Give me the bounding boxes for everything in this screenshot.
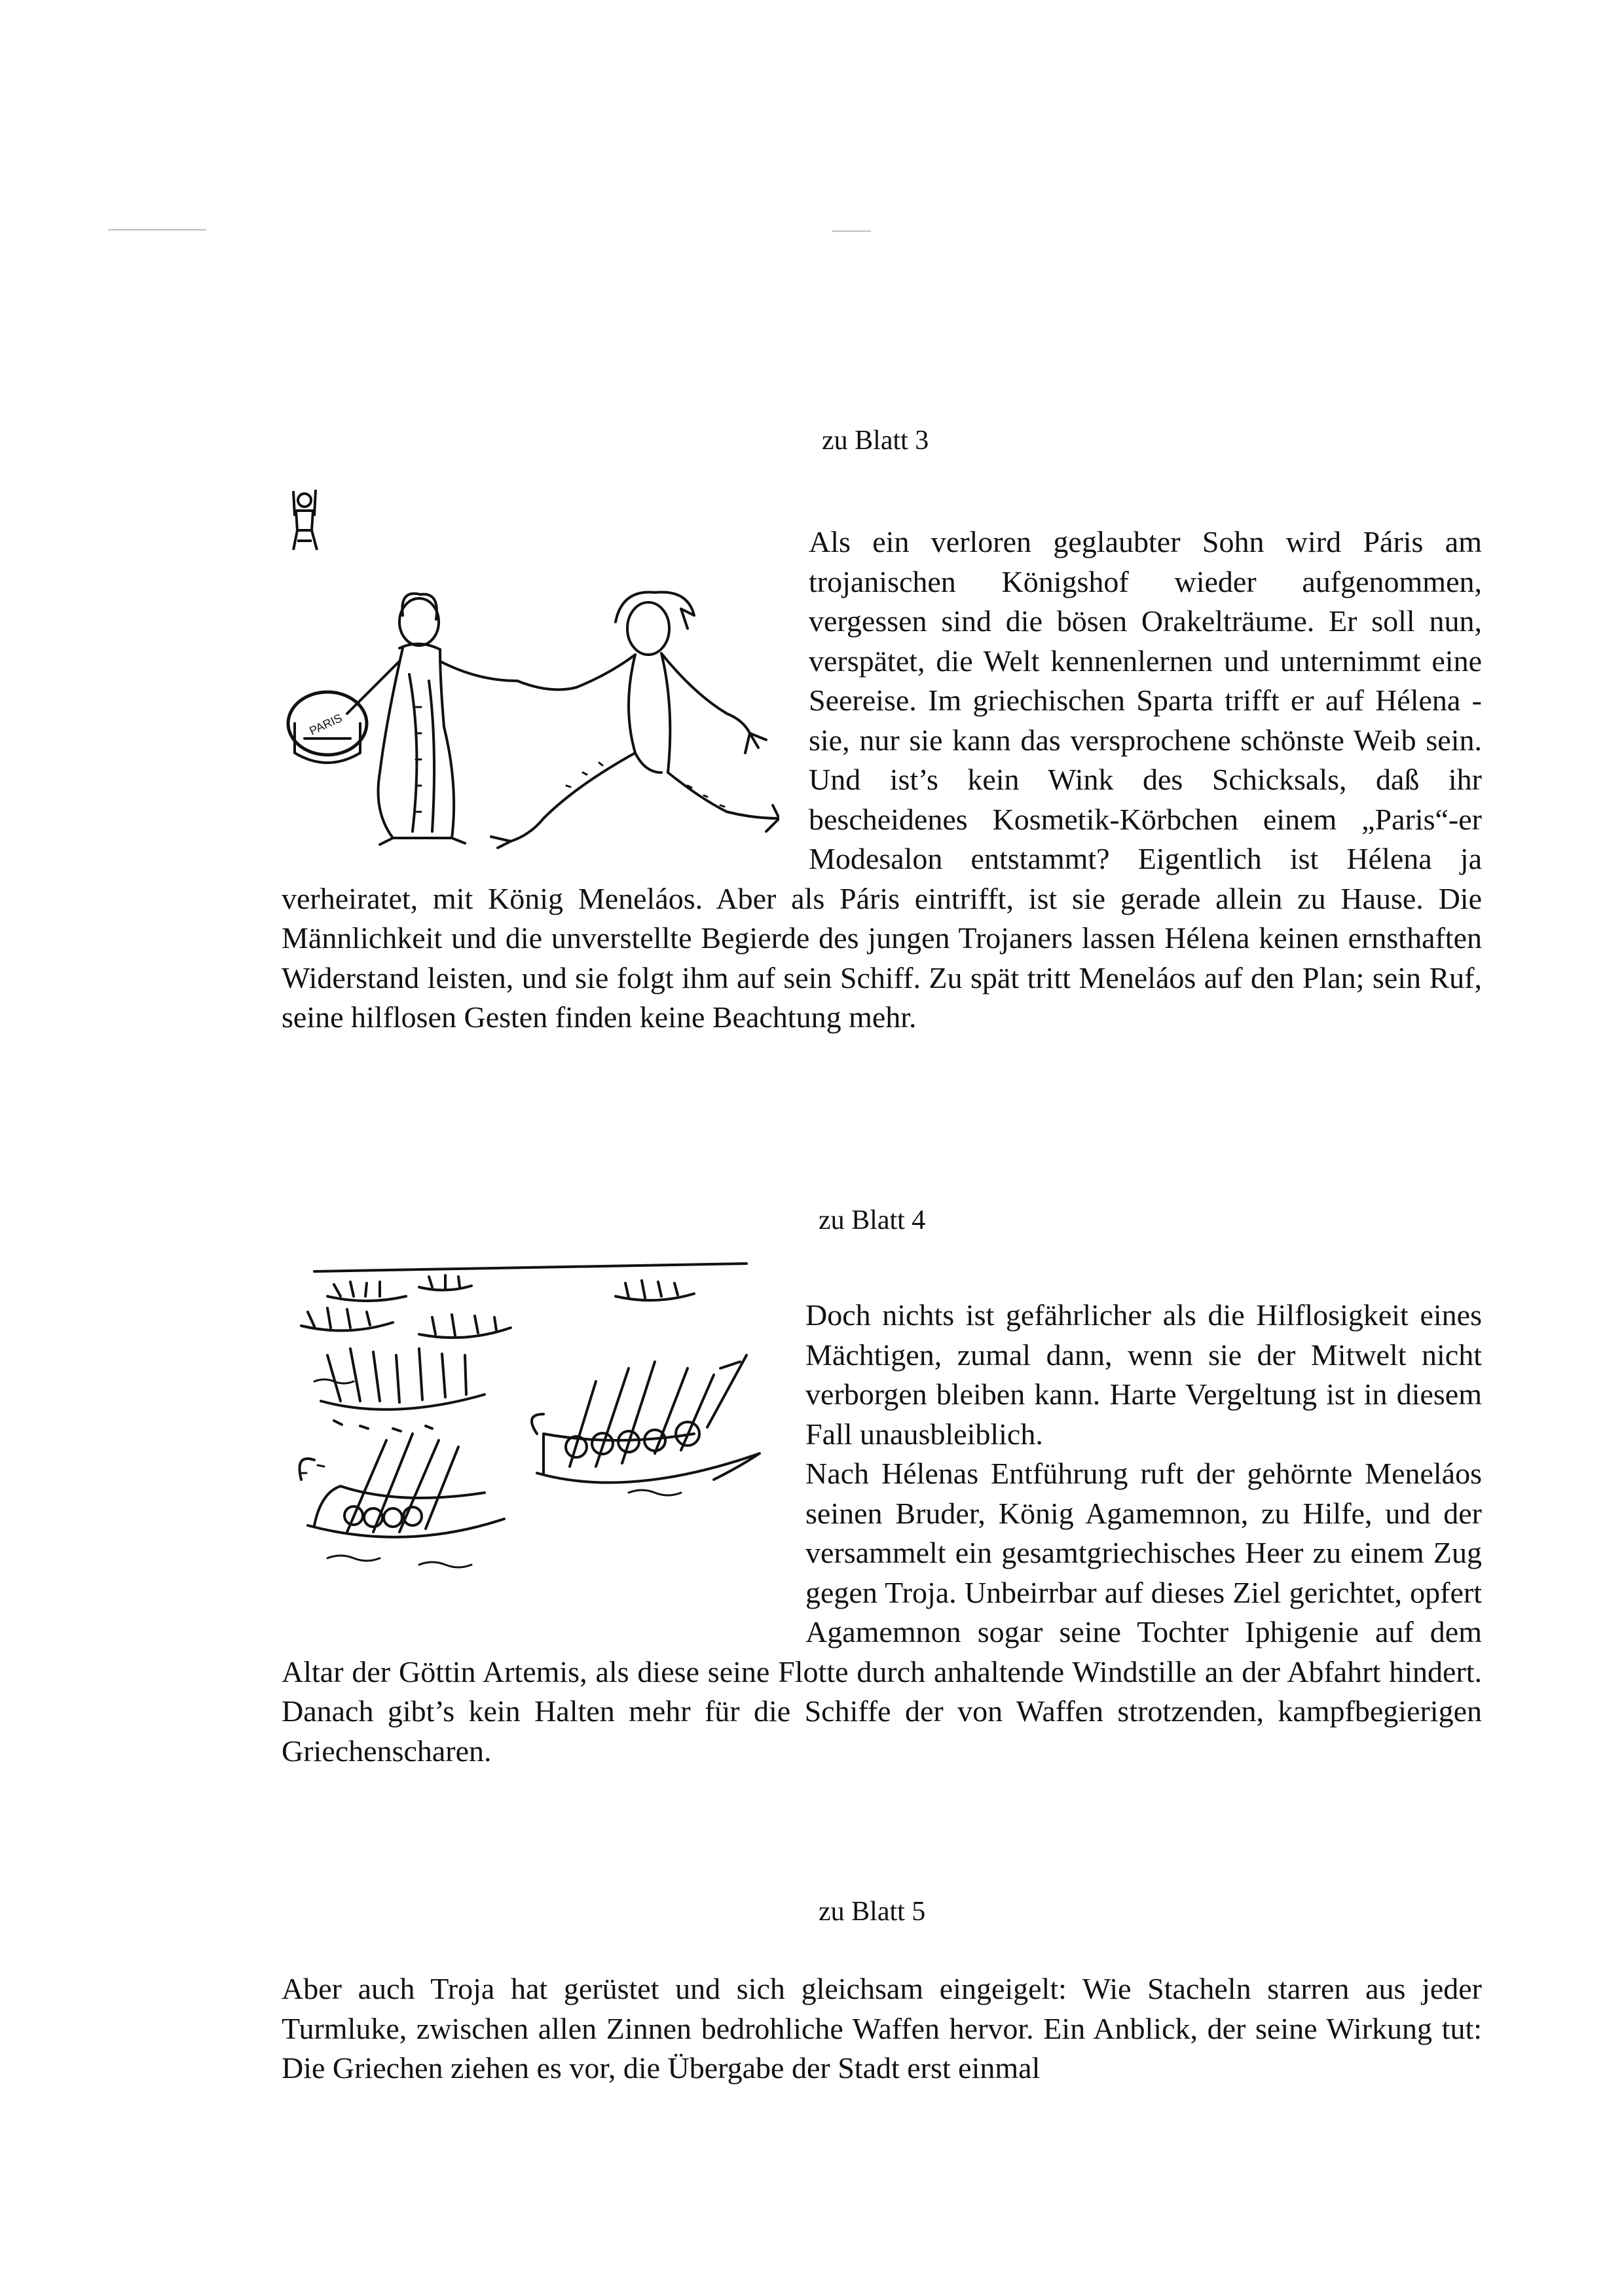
section-5-paragraph: Aber auch Troja hat gerüstet und sich gleichsam eingeigelt: Wie Stacheln starren aus jeder Turmluke, zwischen allen Zinnen bedrohliche Waffen hervor. Ein Anblick, der seine Wirkung tut: Die Griechen ziehen es vor, die Übergabe der Stadt erst einmal (282, 1972, 1482, 2085)
scan-artifact (832, 230, 871, 232)
illustration-float-3 (282, 522, 809, 845)
basket-label: PARIS (307, 711, 344, 738)
section-3-paragraph: Als ein verloren geglaubter Sohn wird Páris am trojanischen Königshof wieder aufgenommen, vergessen sind die bösen Orakelträume. Er soll nun, verspätet, die Welt kennenlernen und unternimmt eine Seereise. Im griechischen Sparta trifft er auf Hélena - sie, nur sie kann das versprochene schönste Weib sein. Und ist’s kein Wink des Schicksals, daß ihr bescheidenes Kosmetik-Körbchen einem „Paris“-er Modesalon entstammt? Eigentlich ist Hélena ja verheiratet, mit König Meneláos. Aber als Páris eintrifft, ist sie gerade allein zu Hause. Die Männlichkeit und die unverstellte Begierde des jungen Trojaners lassen Hélena keinen ernsthaften Widerstand leisten, und sie folgt ihm auf sein Schiff. Zu spät tritt Meneláos auf den Plan; sein Ruf, seine hilflosen Gesten finden keine Beachtung mehr. (282, 525, 1482, 1034)
section-4-text (282, 1296, 1482, 1771)
section-heading-blatt-5: zu Blatt 5 (819, 1897, 926, 1927)
section-4-paragraph-2: Nach Hélenas Entführung ruft der gehörnte Meneláos seinen Bruder, König Agamemnon, zu Hilfe, und der versammelt ein gesamtgriechisches Heer zu einem Zug gegen Troja. Unbeirrbar auf dieses Ziel gerichtet, opfert Agamemnon sogar seine Tochter Iphigenie auf dem Altar der Göttin Artemis, als diese seine Flotte durch anhaltende Windstille an der Abfahrt hindert. Danach gibt’s kein Halten mehr für die Schiffe der von Waffen strotzenden, kampfbegierigen Griechenscharen. (282, 1457, 1482, 1768)
section-5-text (282, 1969, 1482, 2088)
section-heading-blatt-4: zu Blatt 4 (819, 1205, 926, 1235)
section-4-paragraph-1: Doch nichts ist gefährlicher als die Hilflosigkeit eines Mächtigen, zumal dann, wenn sie der Mitwelt nicht verborgen bleiben kann. Harte Vergeltung ist in diesem Fall unausbleiblich. (805, 1298, 1482, 1451)
section-3-text (282, 522, 1482, 1038)
section-heading-blatt-3: zu Blatt 3 (822, 426, 929, 456)
illustration-float-4 (282, 1296, 805, 1652)
scan-artifact (108, 229, 206, 230)
